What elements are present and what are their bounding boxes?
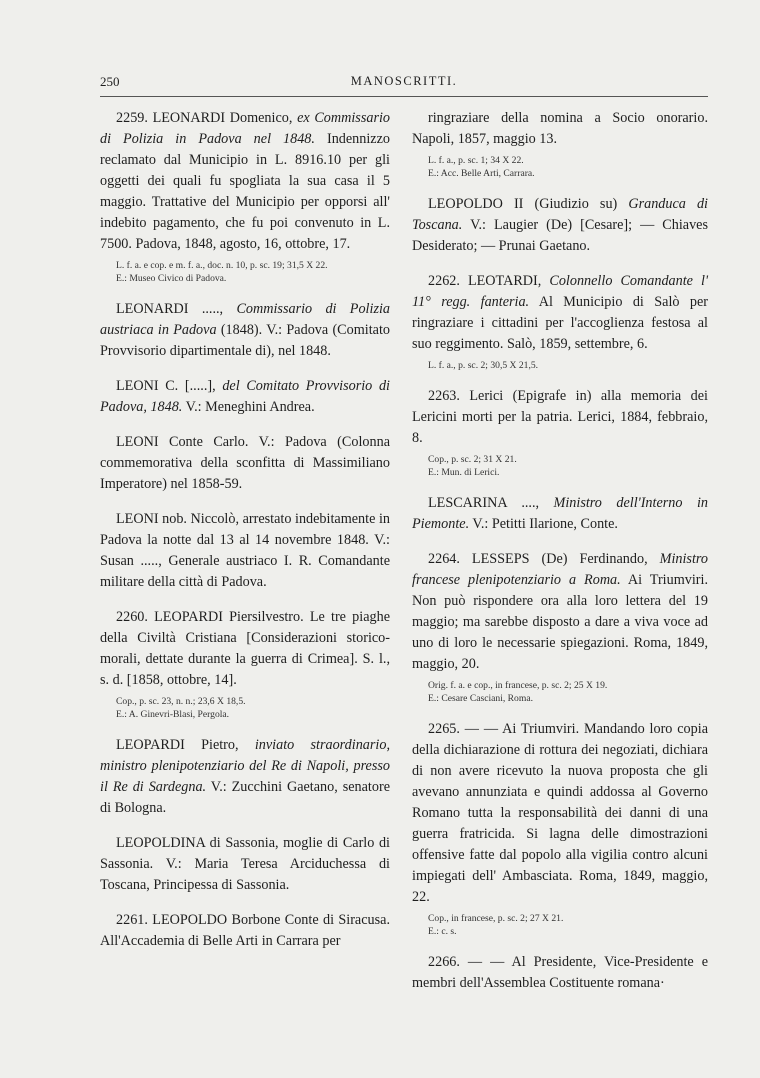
entry-text-segment: LEOPOLDO II (Giudizio su) bbox=[428, 196, 629, 212]
running-head: MANOSCRITTI. bbox=[350, 74, 458, 88]
entry-text-segment: 2266. — — Al Presidente, Vice-Presidente e membri dell'Assemblea Costituente romana· bbox=[412, 954, 708, 991]
left-column bbox=[100, 108, 390, 966]
entry-text-segment: LEONI C. [.....], bbox=[116, 378, 223, 394]
right-column bbox=[412, 108, 708, 1008]
catalog-entry bbox=[100, 735, 390, 819]
entry-italic-title: Ministro dell'Interno in Piemonte. bbox=[412, 495, 708, 532]
entry-text bbox=[412, 271, 708, 355]
catalog-entry bbox=[100, 299, 390, 362]
page-header bbox=[100, 74, 708, 96]
entry-text-segment: LEOPOLDINA di Sassonia, moglie di Carlo di Sassonia. V.: Maria Teresa Arciduchessa di Toscana, Principessa di Sassonia. bbox=[100, 835, 390, 893]
catalog-entry bbox=[412, 493, 708, 535]
entry-note-line: L. f. a., p. sc. 2; 30,5 X 21,5. bbox=[428, 360, 539, 371]
entry-text-segment: V.: Meneghini Andrea. bbox=[182, 399, 315, 415]
entry-text bbox=[100, 910, 390, 952]
catalog-entry bbox=[100, 108, 390, 285]
entry-note bbox=[428, 679, 708, 705]
entry-italic-title: Ministro francese plenipotenziario a Roma. bbox=[412, 551, 708, 588]
entry-note bbox=[428, 912, 708, 938]
entry-text bbox=[412, 386, 708, 449]
entry-italic-title: Commissario di Polizia austriaca in Padova bbox=[100, 301, 390, 338]
entry-text-segment: V.: Zucchini Gaetano, senatore di Bologna. bbox=[100, 779, 390, 816]
entry-note bbox=[116, 259, 390, 285]
entry-text-segment: LEONARDI ....., bbox=[116, 301, 237, 317]
catalog-entry bbox=[412, 386, 708, 479]
entry-text-segment: 2259. LEONARDI Domenico, bbox=[116, 110, 298, 126]
entry-text-segment: ringraziare della nomina a Socio onorario. Napoli, 1857, maggio 13. bbox=[412, 110, 708, 147]
entry-text bbox=[100, 299, 390, 362]
entry-text-segment: V.: Petitti Ilarione, Conte. bbox=[469, 516, 618, 532]
entry-italic-title: ex Commissario di Polizia in Padova nel 1848. bbox=[100, 110, 390, 147]
entry-text bbox=[412, 194, 708, 257]
entry-note-line: E.: Mun. di Lerici. bbox=[428, 467, 500, 478]
catalog-entry bbox=[100, 509, 390, 593]
entry-note-line: E.: Museo Civico di Padova. bbox=[116, 273, 227, 284]
page-number: 250 bbox=[100, 74, 120, 89]
catalog-entry bbox=[412, 194, 708, 257]
catalog-entry bbox=[100, 376, 390, 418]
entry-text-segment: 2260. LEOPARDI Piersilvestro. Le tre piaghe della Civiltà Cristiana [Considerazioni storico-morali, dettate durante la guerra di Crimea]. S. l., s. d. [1858, ottobre, 14]. bbox=[100, 609, 390, 688]
entry-text-segment: V.: Laugier (De) [Cesare]; — Chiaves Desiderato; — Prunai Gaetano. bbox=[412, 217, 708, 254]
entry-italic-title: inviato straordinario, ministro plenipotenziario del Re di Napoli, presso il Re di Sardegna. bbox=[100, 737, 390, 795]
entry-text bbox=[100, 833, 390, 896]
entry-text-segment: 2261. LEOPOLDO Borbone Conte di Siracusa. All'Accademia di Belle Arti in Carrara per bbox=[100, 912, 390, 949]
catalog-entry bbox=[412, 719, 708, 938]
entry-text-segment: Al Municipio di Salò per ringraziare i cittadini per l'accoglienza festosa al suo reggimento. Salò, 1859, settembre, 6. bbox=[412, 294, 708, 352]
entry-note-line: L. f. a. e cop. e m. f. a., doc. n. 10, p. sc. 19; 31,5 X 22. bbox=[116, 260, 328, 271]
entry-note-line: Orig. f. a. e cop., in francese, p. sc. 2; 25 X 19. bbox=[428, 680, 608, 691]
catalog-entry bbox=[412, 108, 708, 180]
entry-text-segment: LESCARINA ...., bbox=[428, 495, 554, 511]
entry-text bbox=[412, 952, 708, 994]
entry-text-segment: (1848). V.: Padova (Comitato Provvisorio dipartimentale di), nel 1848. bbox=[100, 322, 390, 359]
catalog-entry bbox=[412, 271, 708, 372]
entry-note-line: Cop., p. sc. 2; 31 X 21. bbox=[428, 454, 517, 465]
entry-text bbox=[100, 376, 390, 418]
entry-text-segment: 2264. LESSEPS (De) Ferdinando, bbox=[428, 551, 660, 567]
entry-text bbox=[412, 493, 708, 535]
catalog-entry bbox=[412, 549, 708, 705]
entry-italic-title: del Comitato Provvisorio di Padova, 1848. bbox=[100, 378, 390, 415]
entry-note-line: Cop., in francese, p. sc. 2; 27 X 21. bbox=[428, 913, 564, 924]
entry-text-segment: Indennizzo reclamato dal Municipio in L. 8916.10 per gli oggetti dei quali fu spogliata la sua casa il 5 maggio. Trattative del Municipio per opporsi all' indebito pagamento, che fu poi convenuto in L. 7500. Padova, 1848, agosto, 16, ottobre, 17. bbox=[100, 131, 390, 252]
entry-note-line: E.: c. s. bbox=[428, 926, 457, 937]
entry-text-segment: 2265. — — Ai Triumviri. Mandando loro copia della dichiarazione di rottura dei negoziati, dichiara di non avere ricevuto la nuova proposta che gli avevano annunziata e quindi addossa al Governo Romano tutta la responsabilità dei danni di una guerra fratricida. Si lagna delle dimostrazioni offensive fatte dal popolo alla vigilia contro alcuni impiegati dell' Ambasciata. Roma, 1849, maggio, 22. bbox=[412, 721, 708, 905]
entry-text bbox=[100, 607, 390, 691]
entry-text bbox=[412, 719, 708, 908]
entry-italic-title: Granduca di Toscana. bbox=[412, 196, 708, 233]
entry-text bbox=[412, 108, 708, 150]
entry-note-line: E.: A. Ginevri-Blasi, Pergola. bbox=[116, 709, 230, 720]
entry-note bbox=[428, 154, 708, 180]
entry-note bbox=[428, 453, 708, 479]
entry-text-segment: LEONI nob. Niccolò, arrestato indebitamente in Padova la notte dal 13 al 14 novembre 1848. V.: Susan ....., Generale austriaco I. R. Comandante militare della città di Padova. bbox=[100, 511, 390, 590]
catalog-entry bbox=[100, 833, 390, 896]
entry-note bbox=[116, 695, 390, 721]
entry-text bbox=[100, 432, 390, 495]
entry-text-segment: 2262. LEOTARDI, bbox=[428, 273, 550, 289]
entry-note-line: Cop., p. sc. 23, n. n.; 23,6 X 18,5. bbox=[116, 696, 246, 707]
entry-text bbox=[100, 108, 390, 255]
entry-note-line: E.: Cesare Casciani, Roma. bbox=[428, 693, 533, 704]
header-rule bbox=[100, 96, 708, 97]
entry-text-segment: LEONI Conte Carlo. V.: Padova (Colonna commemorativa della sconfitta di Massimiliano Imperatore) nel 1858-59. bbox=[100, 434, 390, 492]
catalog-entry bbox=[100, 432, 390, 495]
entry-note bbox=[428, 359, 708, 372]
entry-text bbox=[412, 549, 708, 675]
entry-italic-title: Colonnello Comandante l' 11° regg. fanteria. bbox=[412, 273, 708, 310]
entry-text bbox=[100, 509, 390, 593]
entry-text bbox=[100, 735, 390, 819]
entry-text-segment: Ai Triumviri. Non può rispondere ora alla loro lettera del 19 maggio; ma sarebbe disposto a dare a viva voce ad uno di loro le necessarie spiegazioni. Roma, 1849, maggio, 20. bbox=[412, 572, 708, 672]
catalog-entry bbox=[100, 910, 390, 952]
entry-note-line: E.: Acc. Belle Arti, Carrara. bbox=[428, 168, 535, 179]
catalog-entry bbox=[100, 607, 390, 721]
entry-text-segment: 2263. Lerici (Epigrafe in) alla memoria dei Lericini morti per la patria. Lerici, 1884, febbraio, 8. bbox=[412, 388, 708, 446]
entry-note-line: L. f. a., p. sc. 1; 34 X 22. bbox=[428, 155, 524, 166]
catalog-entry bbox=[412, 952, 708, 994]
entry-text-segment: LEOPARDI Pietro, bbox=[116, 737, 255, 753]
